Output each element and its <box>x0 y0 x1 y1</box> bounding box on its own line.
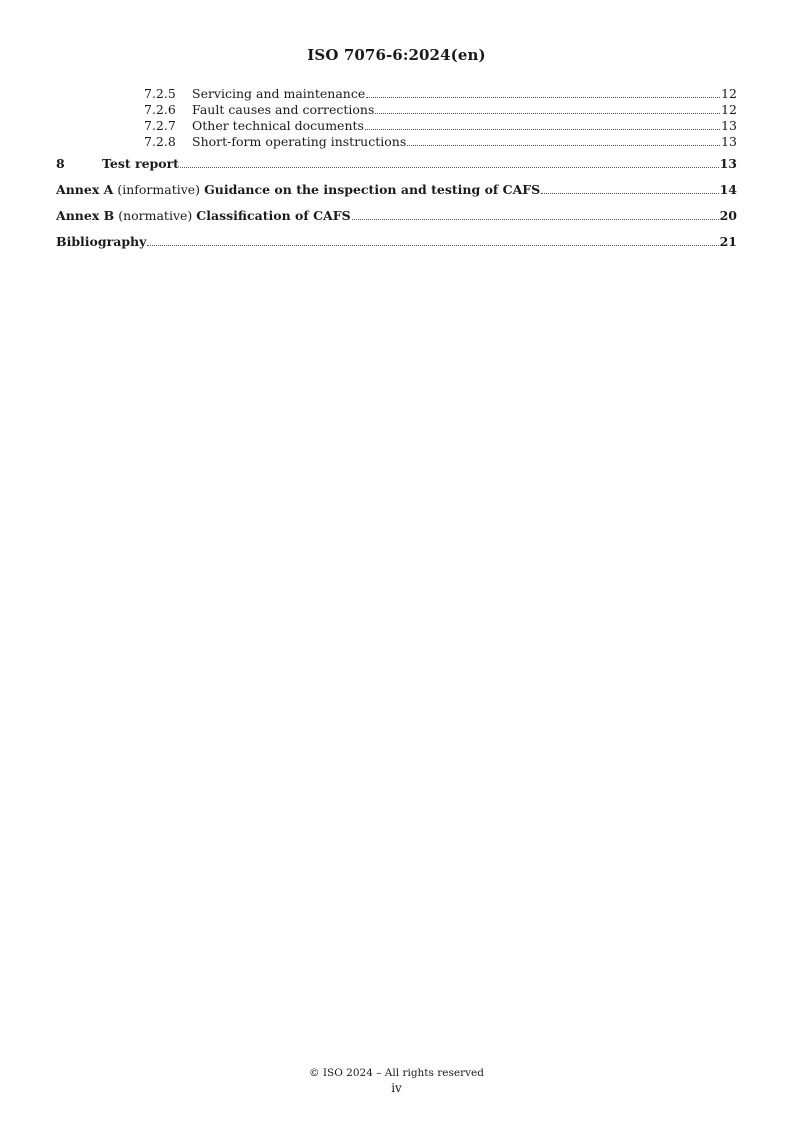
dot-leader <box>375 113 720 114</box>
table-of-contents <box>56 86 737 250</box>
toc-entry-number: 7.2.8 <box>144 134 176 149</box>
toc-entry-7-2-5[interactable] <box>56 86 737 102</box>
toc-entry-page: 20 <box>719 208 737 223</box>
annex-kind: (informative) <box>117 182 201 197</box>
page-number: iv <box>391 1081 402 1095</box>
toc-entry-page: 13 <box>721 134 737 149</box>
toc-entry-7-2-8[interactable] <box>56 134 737 150</box>
toc-entry-page: 14 <box>719 182 737 197</box>
toc-entry-title: Guidance on the inspection and testing of CAFS <box>204 182 541 197</box>
dot-leader <box>147 245 718 246</box>
toc-entry-page: 12 <box>721 102 737 117</box>
toc-entry-title: Fault causes and corrections <box>192 102 375 117</box>
toc-entry-7-2-6[interactable] <box>56 102 737 118</box>
toc-entry-title: Classification of CAFS <box>196 208 351 223</box>
toc-entry-title: Other technical documents <box>192 118 364 133</box>
copyright-notice: © ISO 2024 – All rights reserved <box>309 1067 484 1079</box>
dot-leader <box>365 129 720 130</box>
toc-entry-page: 21 <box>719 234 737 249</box>
toc-entry-annex-a[interactable] <box>56 182 737 198</box>
toc-entry-title: Servicing and maintenance <box>192 86 366 101</box>
toc-entry-page: 13 <box>719 156 737 171</box>
dot-leader <box>541 193 718 194</box>
dot-leader <box>407 145 720 146</box>
document-header: ISO 7076-6:2024(en) <box>307 46 486 64</box>
toc-entry-annex-b[interactable] <box>56 208 737 224</box>
dot-leader <box>180 167 719 168</box>
annex-kind: (normative) <box>118 208 193 223</box>
toc-entry-title: Bibliography <box>56 234 147 249</box>
toc-entry-page: 13 <box>721 118 737 133</box>
page-footer <box>0 1066 793 1096</box>
annex-label: Annex A <box>56 182 114 197</box>
annex-label: Annex B <box>56 208 115 223</box>
toc-entry-number: 7.2.6 <box>144 102 176 117</box>
toc-entry-number: 7.2.5 <box>144 86 176 101</box>
toc-entry-title: Test report <box>102 156 179 171</box>
dot-leader <box>366 97 720 98</box>
toc-entry-title: Short-form operating instructions <box>192 134 407 149</box>
toc-entry-number: 7.2.7 <box>144 118 176 133</box>
toc-entry-7-2-7[interactable] <box>56 118 737 134</box>
dot-leader <box>352 219 719 220</box>
toc-entry-page: 12 <box>721 86 737 101</box>
toc-entry-number: 8 <box>56 156 65 171</box>
toc-entry-8[interactable] <box>56 156 737 172</box>
toc-entry-bibliography[interactable] <box>56 234 737 250</box>
